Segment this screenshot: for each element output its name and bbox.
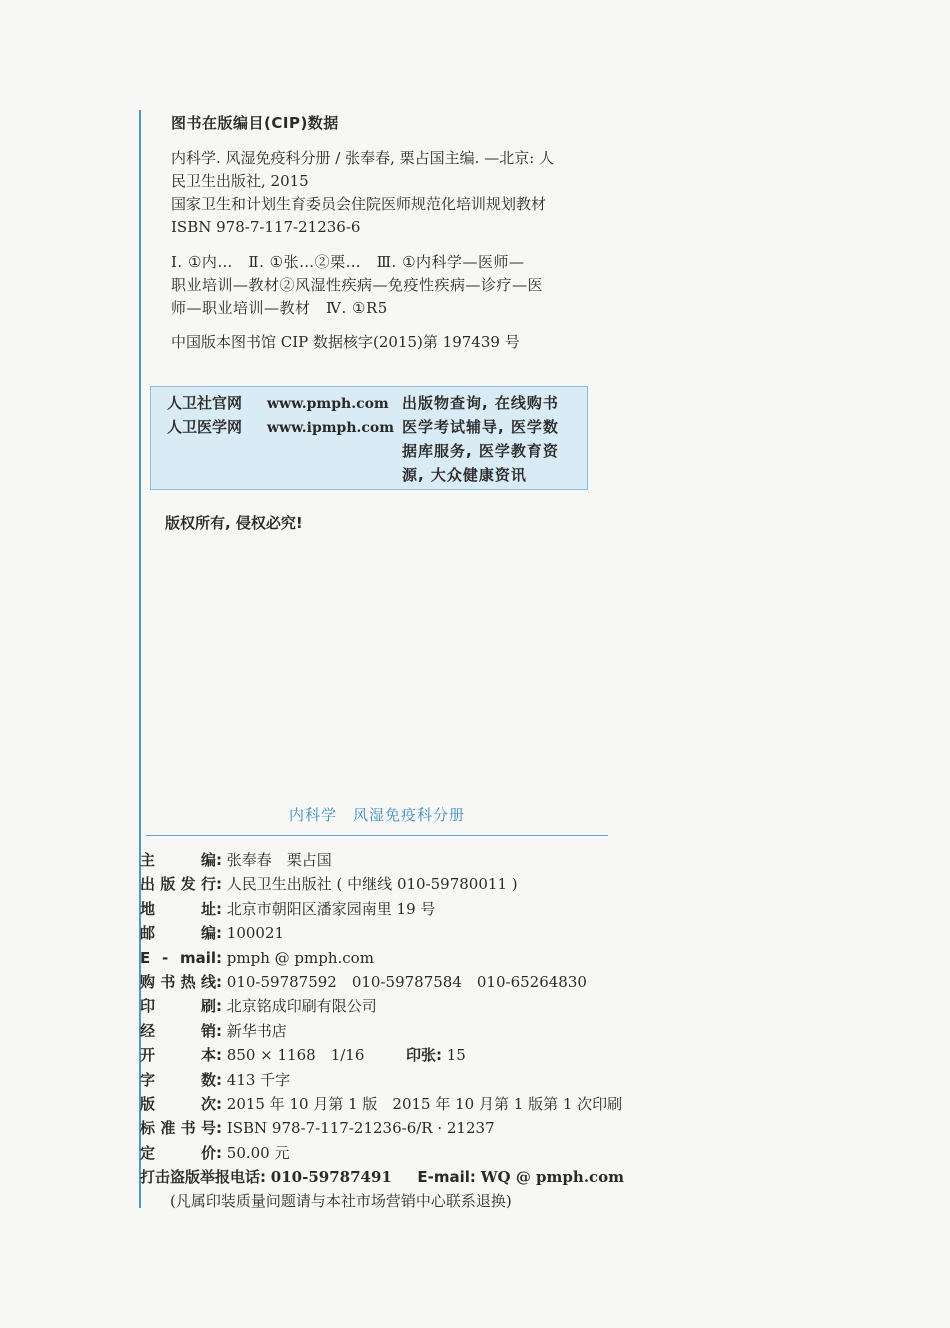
info-row-price: 定 价: 50.00 元: [140, 1141, 624, 1165]
info-label: 出版发行: [140, 875, 216, 894]
info-label: 打击盗版举报电话: [140, 1168, 261, 1187]
info-label: 邮 编: [140, 924, 216, 943]
book-title: 内科学 风湿免疫科分册: [288, 806, 465, 824]
info-label: 字 数: [140, 1070, 216, 1089]
cip-isbn: ISBN 978-7-117-21236-6: [171, 218, 361, 236]
info-label: 地 址: [140, 899, 216, 918]
info-value: 15: [446, 1046, 466, 1065]
info-value: 新华书店: [226, 1021, 287, 1040]
title-underline: [146, 835, 608, 836]
info-value: 北京市朝阳区潘家园南里 19 号: [226, 899, 436, 918]
info-value: 010-59787592 010-59787584 010-65264830: [226, 972, 587, 991]
cip-series: 国家卫生和计划生育委员会住院医师规范化培训规划教材: [171, 195, 547, 213]
info-row-words: 字 数: 413 千字: [140, 1068, 624, 1092]
info-value: 010-59787491: [270, 1168, 392, 1187]
quality-note: (凡属印装质量问题请与本社市场营销中心联系退换): [170, 1192, 512, 1211]
website-url: www.ipmph.com: [267, 420, 395, 436]
info-label: 主 编: [140, 851, 216, 869]
info-label: E - mail: [140, 948, 216, 967]
description-line: 医学考试辅导, 医学数: [402, 418, 559, 436]
info-row-address: 地 址: 北京市朝阳区潘家园南里 19 号: [140, 897, 624, 921]
info-row-distributor: 经 销: 新华书店: [140, 1019, 624, 1043]
info-label: 开 本: [140, 1046, 216, 1065]
info-row-postcode: 邮 编: 100021: [140, 921, 624, 945]
cip-number: 中国版本图书馆 CIP 数据核字(2015)第 197439 号: [171, 333, 520, 351]
info-value: 北京铭成印刷有限公司: [226, 997, 377, 1016]
info-value: 850 × 1168 1/16: [226, 1046, 365, 1065]
info-row-email: E - mail: pmph @ pmph.com: [140, 946, 624, 970]
info-label: E-mail: [417, 1168, 470, 1187]
info-label: 印张: [405, 1046, 436, 1065]
info-row-piracy: 打击盗版举报电话: 010-59787491 E-mail: WQ @ pmph.com: [140, 1168, 625, 1187]
cip-subject-line: 职业培训—教材②风湿性疾病—免疫性疾病—诊疗—医: [171, 276, 544, 294]
info-row-printer: 印 刷: 北京铭成印刷有限公司: [140, 994, 624, 1018]
cip-heading: 图书在版编目(CIP)数据: [171, 114, 339, 132]
website-box: [150, 386, 588, 490]
info-value: 张奉春 栗占国: [226, 851, 332, 869]
imprint-info: [140, 848, 624, 1214]
info-row-hotline: 购书热线: 010-59787592 010-59787584 010-65264830: [140, 970, 624, 994]
cip-subject-line: Ⅰ. ①内… Ⅱ. ①张…②栗… Ⅲ. ①内科学—医师—: [171, 253, 525, 271]
info-label: 定 价: [140, 1143, 216, 1162]
info-row-publisher: 出版发行: 人民卫生出版社 ( 中继线 010-59780011 ): [140, 872, 624, 896]
website-row: [167, 391, 405, 415]
info-value: 2015 年 10 月第 1 版 2015 年 10 月第 1 版第 1 次印刷: [226, 1094, 623, 1113]
description-line: 源, 大众健康资讯: [402, 466, 527, 484]
info-value: WQ @ pmph.com: [480, 1168, 625, 1187]
info-label: 购书热线: [140, 972, 216, 991]
info-row-edition: 版 次: 2015 年 10 月第 1 版 2015 年 10 月第 1 版第 1 次印刷: [140, 1092, 624, 1116]
cip-entry-line: 民卫生出版社, 2015: [171, 172, 309, 190]
description-line: 据库服务, 医学教育资: [402, 442, 559, 460]
info-value: 人民卫生出版社 ( 中继线 010-59780011 ): [226, 875, 518, 894]
info-value: 100021: [226, 924, 285, 943]
website-name: 人卫医学网: [167, 418, 243, 436]
info-label: 经 销: [140, 1021, 216, 1040]
info-row-standard-number: 标准书号: ISBN 978-7-117-21236-6/R · 21237: [140, 1116, 624, 1140]
copyright-notice: 版权所有, 侵权必究!: [165, 514, 303, 532]
info-row-format: 开 本: 850 × 1168 1/16 印张: 15: [140, 1043, 624, 1067]
cip-block: [171, 112, 601, 354]
description-line: 出版物查询, 在线购书: [402, 394, 559, 412]
website-name: 人卫社官网: [167, 394, 243, 412]
website-url: www.pmph.com: [267, 396, 389, 412]
info-value: pmph @ pmph.com: [226, 948, 374, 967]
info-label: 印 刷: [140, 997, 216, 1016]
info-value: ISBN 978-7-117-21236-6/R · 21237: [226, 1119, 495, 1138]
website-description: [402, 391, 582, 487]
cip-entry-line: 内科学. 风湿免疫科分册 / 张奉春, 栗占国主编. —北京: 人: [171, 149, 555, 167]
info-value: 413 千字: [226, 1070, 291, 1089]
website-row: [167, 415, 405, 439]
cip-subject-line: 师—职业培训—教材 Ⅳ. ①R5: [171, 299, 388, 317]
info-row-editor: 主 编: 张奉春 栗占国: [140, 848, 624, 872]
info-value: 50.00 元: [226, 1143, 290, 1162]
info-label: 版 次: [140, 1094, 216, 1113]
info-label: 标准书号: [140, 1119, 216, 1138]
